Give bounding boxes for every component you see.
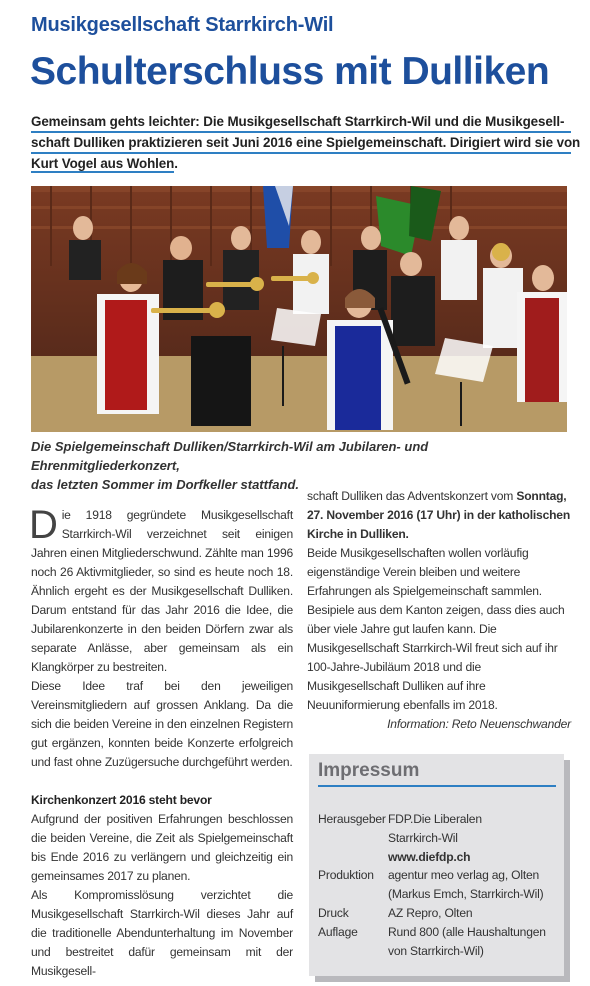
impressum-box bbox=[309, 754, 564, 976]
article-paragraph-5 bbox=[307, 487, 571, 544]
impressum-key: Produktion bbox=[318, 868, 374, 882]
impressum-rule bbox=[318, 785, 556, 787]
production-line-1: agentur meo verlag ag, Olten bbox=[388, 868, 540, 882]
lead-line-3-text: Kurt Vogel aus Wohlen bbox=[31, 156, 175, 171]
article-lead bbox=[31, 112, 581, 173]
caption-line-1: Die Spielgemeinschaft Dulliken/Starrkirch-Wil am Jubilaren- und Ehrenmitgliederkonzert, bbox=[31, 439, 429, 473]
photo-caption bbox=[31, 437, 571, 494]
lead-line-3-end: . bbox=[174, 156, 178, 171]
impressum-value: AZ Repro, Olten bbox=[388, 906, 473, 920]
article-subhead: Kirchenkonzert 2016 steht bevor bbox=[31, 793, 212, 807]
publisher-line-2: Starrkirch-Wil bbox=[388, 831, 458, 845]
caption-line-2: das letzten Sommer im Dorfkeller stattfand. bbox=[31, 477, 300, 492]
lead-line-1: Gemeinsam gehts leichter: Die Musikgesellschaft Starrkirch-Wil und die Musikgesell- bbox=[31, 112, 571, 133]
paragraph-5-text: schaft Dulliken das Adventskonzert vom bbox=[307, 489, 517, 503]
article-paragraph-2: Diese Idee traf bei den jeweiligen Vereinsmitgliedern auf grossen Anklang. Da die sich die beiden Vereine in den einzelnen Registern gut ergänzen, konnten beide Konzerte erfolgreich und fast ohne Zuzügersuche durchgeführt werden. bbox=[31, 679, 293, 769]
band-photo-illustration bbox=[31, 186, 567, 432]
drop-cap: D bbox=[29, 503, 58, 547]
production-line-2: (Markus Emch, Starrkirch-Wil) bbox=[388, 887, 544, 901]
impressum-key: Herausgeber bbox=[318, 812, 386, 826]
section-title: Musikgesellschaft Starrkirch-Wil bbox=[31, 14, 334, 36]
lead-line-2: schaft Dulliken praktizieren seit Juni 2016 eine Spielgemeinschaft. Dirigiert wird sie von bbox=[31, 133, 571, 154]
lead-line-3 bbox=[31, 154, 178, 173]
article-column-right bbox=[307, 487, 571, 734]
impressum-value bbox=[388, 810, 558, 867]
band-photo bbox=[31, 186, 567, 432]
author-credit: Information: Reto Neuenschwander bbox=[387, 717, 571, 731]
article-paragraph-4: Als Kompromisslösung verzichtet die Musikgesellschaft Starrkirch-Wil dieses Jahr auf die traditionelle Abendunterhaltung im November und bestreitet dafür gemeinsam mit der Musikgesell- bbox=[31, 888, 293, 978]
impressum-row-production bbox=[318, 866, 558, 904]
publisher-line-1: FDP.Die Liberalen bbox=[388, 812, 482, 826]
article-paragraph-3: Aufgrund der positiven Erfahrungen beschlossen die beiden Vereine, die Zeit als Spielgemeinschaft bis Ende 2016 zu verlängern und gleichzeitig ein gemeinsames 2017 zu planen. bbox=[31, 812, 293, 883]
impressum-key: Auflage bbox=[318, 925, 358, 939]
article-paragraph-6: Beide Musikgesellschaften wollen vorläufig eigenständige Verein bleiben und weitere Erfahrungen als Spielgemeinschaft sammlen. Besipiele aus dem Kanton zeigen, dass dies auch über viele Jahre gut laufen kann. Die Musikgesellschaft Starrkirch-Wil freut sich auf ihr 100-Jahre-Jubiläum 2018 und die Musikgesellschaft Dulliken auf ihre Neuuniformierung ebenfalls im 2018. bbox=[307, 546, 565, 712]
impressum-row-print bbox=[318, 904, 558, 923]
publisher-website[interactable]: www.diefdp.ch bbox=[388, 850, 471, 864]
impressum-value bbox=[388, 923, 558, 961]
impressum-value bbox=[388, 866, 558, 904]
circulation-line-2: von Starrkirch-Wil) bbox=[388, 944, 484, 958]
impressum-title: Impressum bbox=[318, 760, 420, 781]
article-column-left bbox=[29, 503, 293, 981]
article-paragraph-1 bbox=[29, 503, 293, 677]
circulation-line-1: Rund 800 (alle Haushaltungen bbox=[388, 925, 546, 939]
impressum-row-circulation bbox=[318, 923, 558, 961]
impressum-row-publisher bbox=[318, 810, 558, 867]
paragraph-1-text: ie 1918 gegründete Musikgesellschaft Starrkirch-Wil verzeichnet seit einigen Jahren einen Mitgliederschwund. Zählte man 1996 noch 26 Aktivmitglieder, so sind es heute noch 18. Ähnlich ergeht es der Musikgesellschaft Dulliken. Darum entstand für das Jahr 2016 die Idee, die Jubilarenkonzerte in den beiden Dörfern zwar als separate Anlässe, aber gemeinsam als ein Klangkörper zu bestreiten. bbox=[31, 508, 293, 674]
impressum-key: Druck bbox=[318, 906, 349, 920]
concert-date: Sonntag, 27. November 2016 (17 Uhr) in der katholischen Kirche in Dulliken. bbox=[307, 489, 571, 541]
article-headline: Schulterschluss mit Dulliken bbox=[30, 50, 550, 93]
